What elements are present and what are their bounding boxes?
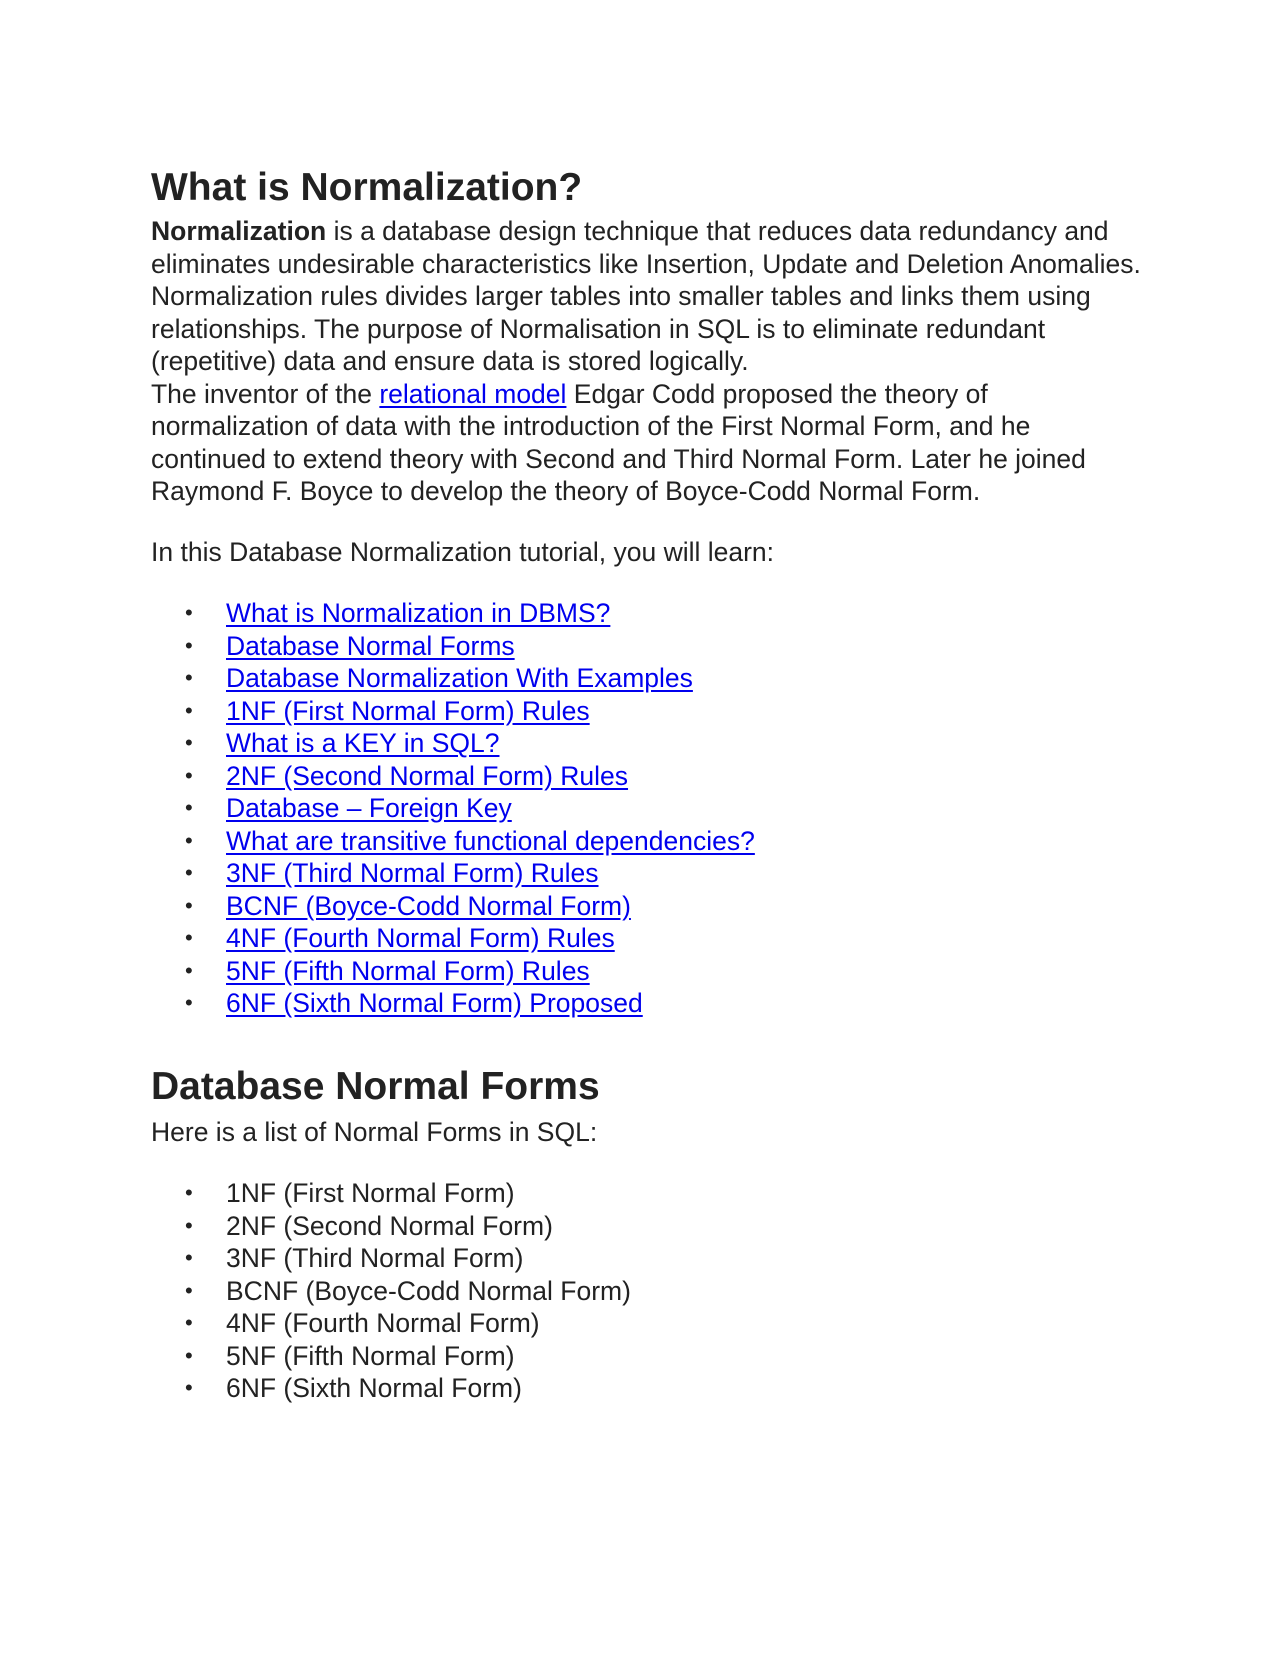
bullet-icon: •: [185, 1180, 193, 1205]
toc-item: [151, 630, 1141, 663]
normal-form-label: 5NF (Fifth Normal Form): [226, 1340, 515, 1371]
history-text-before: The inventor of the: [151, 378, 380, 409]
toc-link[interactable]: What is Normalization in DBMS?: [226, 598, 611, 628]
normal-form-label: 4NF (Fourth Normal Form): [226, 1308, 540, 1338]
bullet-icon: •: [185, 1310, 193, 1335]
toc-item: [151, 955, 1141, 988]
normal-form-item: [151, 1242, 1141, 1275]
toc-item: [151, 662, 1141, 695]
normal-form-item: [151, 1372, 1141, 1405]
bullet-icon: •: [185, 892, 193, 918]
toc-link[interactable]: 1NF (First Normal Form) Rules: [226, 695, 590, 726]
intro-text: is a database design technique that reduces data redundancy and eliminates undesirable characteristics like Insertion, Update and Deletion Anomalies. Normalization rules divides larger tables into smaller tables and links them using relationships. The purpose of Normalisation in SQL is to eliminate redundant (repetitive) data and ensure data is stored logically.: [151, 216, 1141, 376]
toc-link[interactable]: BCNF (Boyce-Codd Normal Form): [226, 890, 631, 921]
normal-forms-intro: Here is a list of Normal Forms in SQL:: [151, 1116, 598, 1147]
bullet-icon: •: [185, 665, 193, 690]
toc-link[interactable]: 3NF (Third Normal Form) Rules: [226, 858, 599, 888]
toc-link[interactable]: 5NF (Fifth Normal Form) Rules: [226, 955, 590, 986]
toc-item: [151, 727, 1141, 760]
normal-form-label: 2NF (Second Normal Form): [226, 1210, 553, 1241]
bullet-icon: •: [185, 600, 193, 625]
intro-bold-term: Normalization: [151, 216, 327, 246]
bullet-icon: •: [185, 957, 193, 983]
toc-link[interactable]: Database Normal Forms: [226, 630, 515, 661]
bullet-icon: •: [185, 1212, 193, 1238]
toc-item: [151, 792, 1141, 825]
relational-model-link[interactable]: relational model: [379, 378, 567, 409]
normal-form-label: BCNF (Boyce-Codd Normal Form): [226, 1275, 631, 1306]
bullet-icon: •: [185, 1342, 193, 1368]
normal-form-item: [151, 1340, 1141, 1373]
page-title: What is Normalization?: [151, 166, 583, 209]
toc-link[interactable]: Database Normalization With Examples: [226, 663, 693, 693]
toc-link[interactable]: Database – Foreign Key: [226, 793, 512, 823]
normal-form-item: [151, 1275, 1141, 1308]
bullet-icon: •: [185, 990, 193, 1015]
normal-form-label: 3NF (Third Normal Form): [226, 1243, 524, 1273]
section-heading-normal-forms: Database Normal Forms: [151, 1064, 600, 1108]
normal-form-item: [151, 1210, 1141, 1243]
toc-link[interactable]: What are transitive functional dependencies?: [226, 825, 755, 856]
toc-link[interactable]: 4NF (Fourth Normal Form) Rules: [226, 923, 615, 953]
toc-item: [151, 695, 1141, 728]
bullet-icon: •: [185, 1375, 193, 1400]
toc-link[interactable]: 6NF (Sixth Normal Form) Proposed: [226, 988, 643, 1018]
document-page: [151, 165, 1141, 1405]
toc-item: [151, 597, 1141, 630]
toc-list: [151, 597, 1141, 1020]
bullet-icon: •: [185, 1277, 193, 1303]
bullet-icon: •: [185, 795, 193, 820]
toc-link[interactable]: 2NF (Second Normal Form) Rules: [226, 760, 629, 791]
normal-form-item: [151, 1177, 1141, 1210]
bullet-icon: •: [185, 925, 193, 950]
toc-item: [151, 987, 1141, 1020]
toc-link[interactable]: What is a KEY in SQL?: [226, 728, 500, 758]
toc-item: [151, 890, 1141, 923]
normal-forms-list: [151, 1177, 1141, 1405]
toc-item: [151, 825, 1141, 858]
bullet-icon: •: [185, 860, 193, 885]
history-text-after: Edgar Codd proposed the theory of normalization of data with the introduction of the First Normal Form, and he continued to extend theory with Second and Third Normal Form. Later he joined Raymond F. Boyce to develop the theory of Boyce-Codd Normal Form.: [151, 378, 1086, 506]
bullet-icon: •: [185, 697, 193, 723]
bullet-icon: •: [185, 1245, 193, 1270]
toc-item: [151, 760, 1141, 793]
bullet-icon: •: [185, 827, 193, 853]
bullet-icon: •: [185, 730, 193, 755]
toc-item: [151, 922, 1141, 955]
normal-form-label: 6NF (Sixth Normal Form): [226, 1373, 522, 1403]
normal-form-label: 1NF (First Normal Form): [226, 1178, 515, 1208]
learn-intro-text: In this Database Normalization tutorial, you will learn:: [151, 536, 775, 567]
normal-form-item: [151, 1307, 1141, 1340]
bullet-icon: •: [185, 632, 193, 658]
intro-paragraph: [151, 215, 1141, 508]
bullet-icon: •: [185, 762, 193, 788]
toc-item: [151, 857, 1141, 890]
